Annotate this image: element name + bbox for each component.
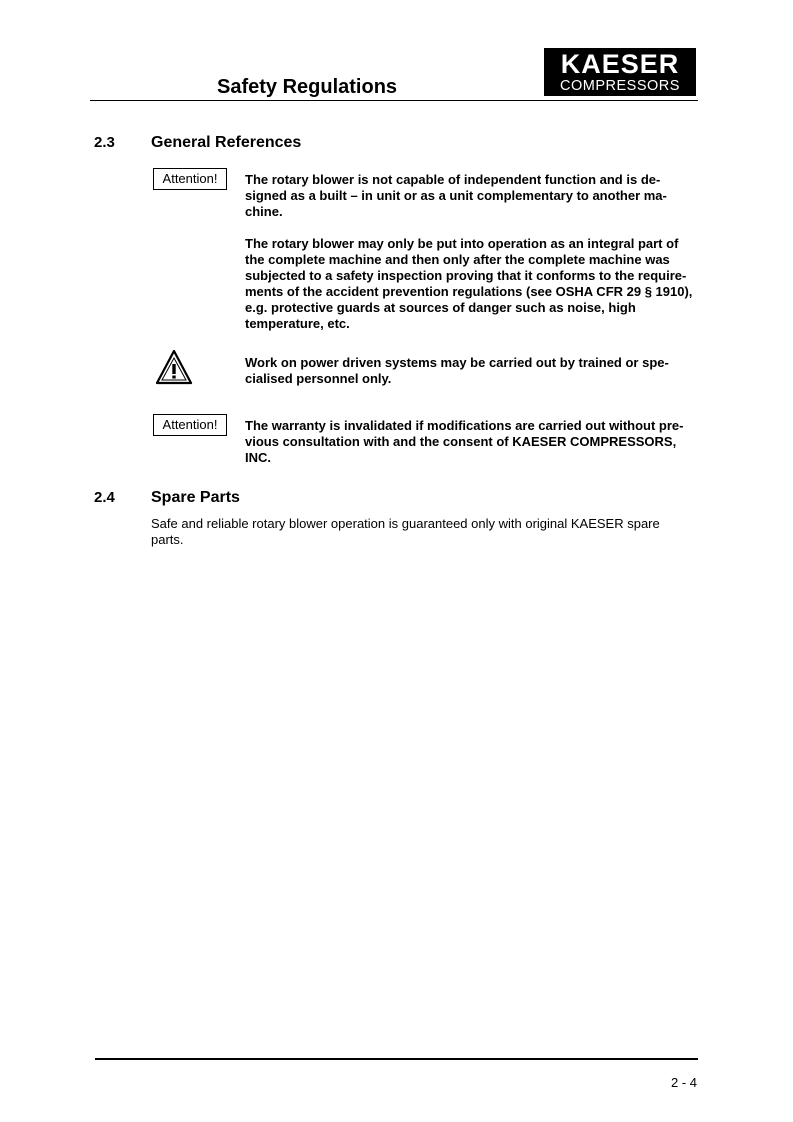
- paragraph-operation-conditions: The rotary blower may only be put into operation as an integral part of the complete machine and then only after the complete machine was subjected to a safety inspection proving that it conforms to the require-ments of the accident prevention regulations (see OSHA CFR 29 § 1910), e.g. protective guards at sources of danger such as noise, high temperature, etc.: [245, 236, 693, 331]
- kaeser-logo: [544, 48, 696, 96]
- page-title: Safety Regulations: [217, 76, 398, 98]
- section-number: 2.3: [94, 134, 115, 151]
- page-number: 2 - 4: [670, 1075, 697, 1090]
- section-title: General References: [151, 134, 302, 151]
- section-title: Spare Parts: [151, 489, 240, 506]
- section-number: 2.4: [94, 489, 115, 506]
- spare-parts-text: Safe and reliable rotary blower operation is guaranteed only with original KAESER spare parts.: [151, 516, 660, 547]
- paragraph-trained-personnel: Work on power driven systems may be carried out by trained or spe-cialised personnel only.: [245, 355, 669, 386]
- logo-subtitle: COMPRESSORS: [560, 78, 680, 94]
- attention-label: Attention!: [153, 168, 227, 190]
- paragraph-not-independent: The rotary blower is not capable of independent function and is de-signed as a built – in unit or as a unit complementary to another ma-chine.: [245, 172, 667, 219]
- paragraph-warranty: The warranty is invalidated if modifications are carried out without pre-vious consultation with and the consent of KAESER COMPRESSORS, INC.: [245, 418, 684, 465]
- attention-label-2: Attention!: [153, 414, 227, 436]
- logo-brand: KAESER: [560, 49, 680, 79]
- footer-rule: [95, 1058, 698, 1060]
- header-rule: [90, 100, 698, 101]
- warning-triangle-icon: [155, 349, 193, 385]
